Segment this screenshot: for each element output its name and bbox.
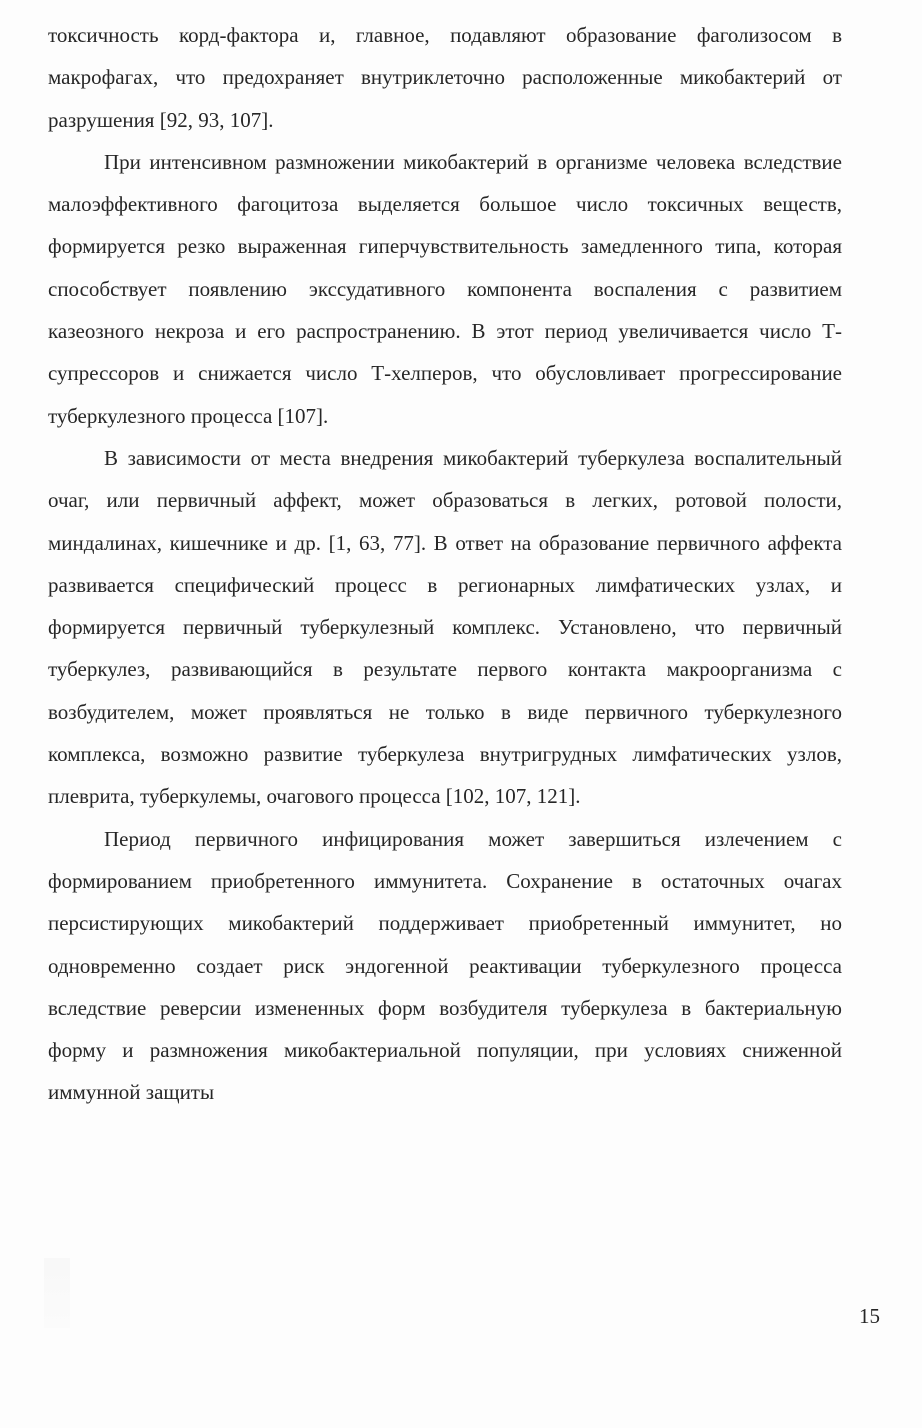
- paragraph-3: В зависимости от места внедрения микобактерий туберкулеза воспалительный очаг, или первичный аффект, может образоваться в легких, ротовой полости, миндалинах, кишечнике и др. [1, 63, 77]. В ответ на образование первичного аффекта развивается специфический процесс в регионарных лимфатических узлах, и формируется первичный туберкулезный комплекс. Установлено, что первичный туберкулез, развивающийся в результате первого контакта макроорганизма с возбудителем, может проявляться не только в виде первичного туберкулезного комплекса, возможно развитие туберкулеза внутригрудных лимфатических узлов, плеврита, туберкулемы, очагового процесса [102, 107, 121].: [48, 445, 842, 809]
- page-number: 15: [859, 1304, 880, 1328]
- body-text: [48, 14, 842, 1114]
- paragraph-2: При интенсивном размножении микобактерий в организме человека вследствие малоэффективного фагоцитоза выделяется большое число токсичных веществ, формируется резко выраженная гиперчувствительность замедленного типа, которая способствует появлению экссудативного компонента воспаления с развитием казеозного некроза и его распространению. В этот период увеличивается число Т-супрессоров и снижается число Т-хелперов, что обусловливает прогрессирование туберкулезного процесса [107].: [48, 149, 842, 428]
- scan-artifact: [44, 1258, 70, 1328]
- paragraph-4: Период первичного инфицирования может завершиться излечением с формированием приобретенного иммунитета. Сохранение в остаточных очагах персистирующих микобактерий поддерживает приобретенный иммунитет, но одновременно создает риск эндогенной реактивации туберкулезного процесса вследствие реверсии измененных форм возбудителя туберкулеза в бактериальную форму и размножения микобактериальной популяции, при условиях сниженной иммунной защиты: [48, 826, 842, 1105]
- paragraph-1: токсичность корд-фактора и, главное, подавляют образование фаголизосом в макрофагах, что предохраняет внутриклеточно расположенные микобактерий от разрушения [92, 93, 107].: [48, 23, 842, 132]
